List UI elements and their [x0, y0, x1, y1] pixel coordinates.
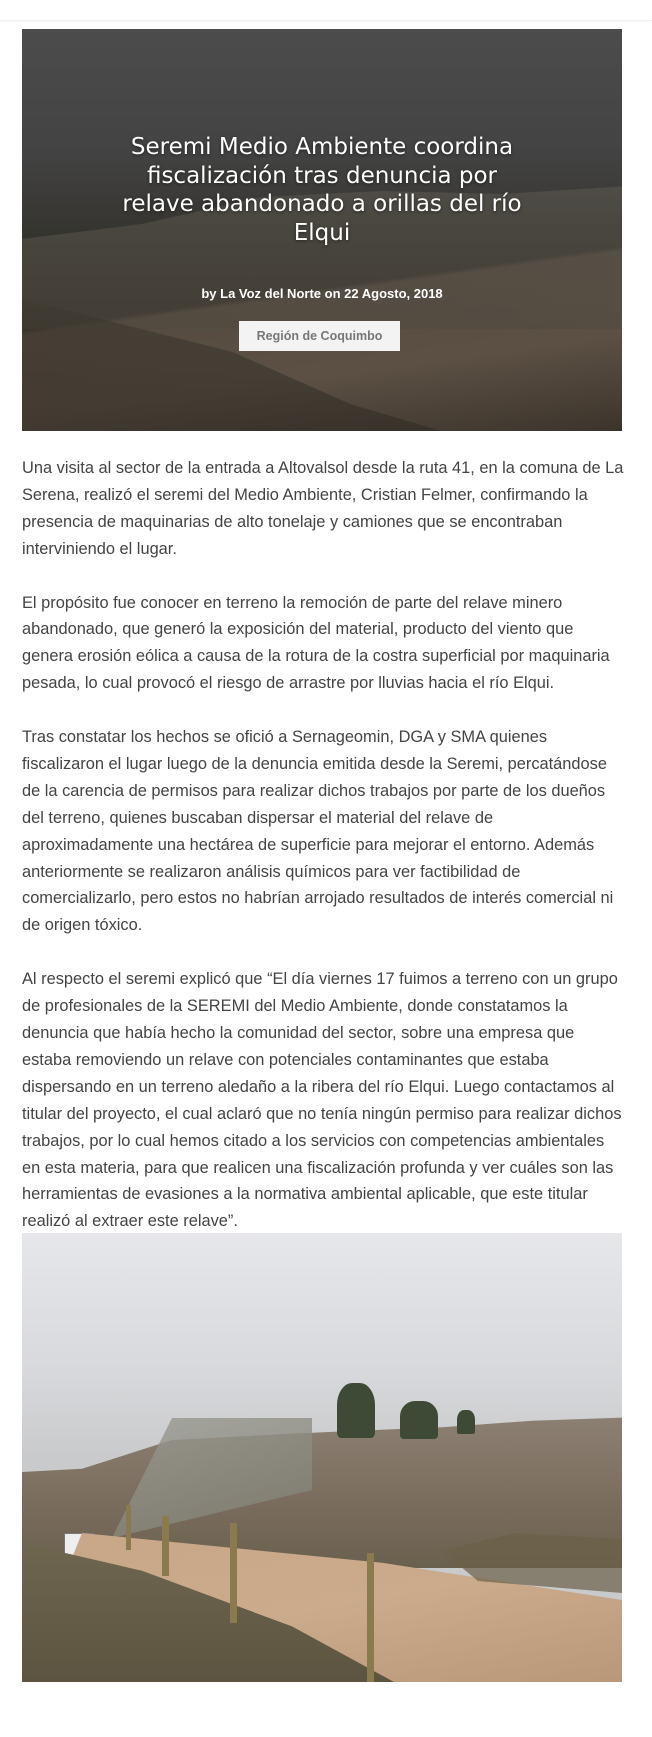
article-paragraph: Al respecto el seremi explicó que “El día viernes 17 fuimos a terreno con un grupo de profesionales de la SEREMI del Medio Ambiente, donde constatamos la denuncia que había hecho la comunidad del sector, sobre una empresa que estaba removiendo un relave con potenciales contaminantes que estaba dispersando en un terreno aledaño a la ribera del río Elqui. Luego contactamos al titular del proyecto, el cual aclaró que no tenía ningún permiso para realizar dichos trabajos, por lo cual hemos citado a los servicios con competencias ambientales en esta materia, para que realicen una fiscalización profunda y ver cuáles son las herramientas de evasiones a la normativa ambiental aplicable, que este titular realizó al extraer este relave”.	[22, 970, 622, 1231]
article-paragraph: Tras constatar los hechos se ofició a Sernageomin, DGA y SMA quienes fiscalizaron el lugar luego de la denuncia emitida desde la Seremi, percatándose de la carencia de permisos para realizar dichos trabajos por parte de los dueños del terreno, quienes buscaban dispersar el material del relave de aproximadamente una hectárea de superficie para mejorar el entorno. Además anteriormente se realizaron análisis químicos para ver factibilidad de comercializarlo, pero estos no habrían arrojado resultados de interés comercial ni de origen tóxico.	[22, 728, 614, 935]
byline-prefix: by	[201, 286, 217, 301]
photo-fence-post	[367, 1553, 374, 1682]
photo-tree	[457, 1410, 475, 1434]
publish-date: 22 Agosto, 2018	[344, 286, 443, 301]
author-link[interactable]: La Voz del Norte	[220, 286, 322, 301]
photo-tree	[400, 1401, 438, 1439]
article-paragraph: Una visita al sector de la entrada a Altovalsol desde la ruta 41, en la comuna de La Serena, realizó el seremi del Medio Ambiente, Cristian Felmer, confirmando la presencia de maquinarias de alto tonelaje y camiones que se encontraban interviniendo el lugar.	[22, 459, 624, 558]
category-button[interactable]: Región de Coquimbo	[239, 321, 400, 351]
photo-fence-post	[162, 1516, 169, 1576]
article-paragraph: El propósito fue conocer en terreno la remoción de parte del relave minero abandonado, que generó la exposición del material, producto del viento que genera erosión eólica a causa de la rotura de la costra superficial por maquinaria pesada, lo cual provocó el riesgo de arrastre por lluvias hacia el río Elqui.	[22, 593, 610, 693]
article-title: Seremi Medio Ambiente coordina fiscalización tras denuncia por relave abandonado a orillas del río Elqui	[122, 134, 522, 246]
photo-fence-post	[126, 1505, 131, 1550]
article-photo	[22, 1233, 622, 1682]
photo-tree	[337, 1383, 375, 1438]
photo-fence-post	[230, 1523, 237, 1623]
date-prefix: on	[324, 286, 341, 301]
hero-content	[22, 29, 622, 431]
article-body	[22, 455, 624, 1262]
top-header-bar	[0, 0, 652, 21]
byline	[22, 286, 622, 302]
hero-banner	[22, 29, 622, 431]
